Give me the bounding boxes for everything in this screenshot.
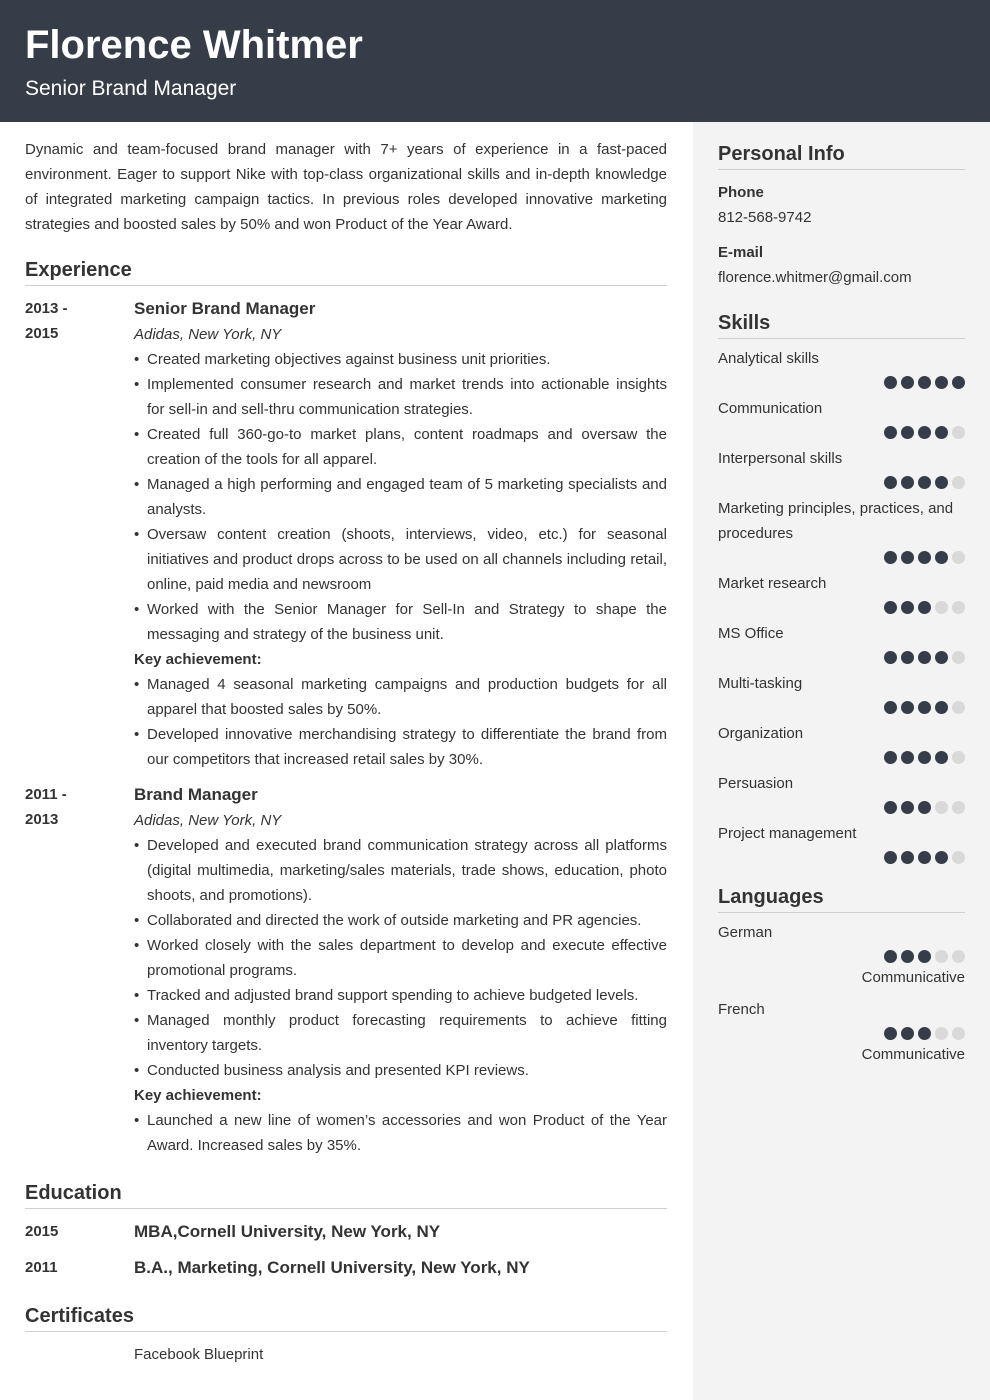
rating-dot-filled bbox=[952, 376, 965, 389]
rating-dots bbox=[718, 701, 965, 714]
job-title: Senior Brand Manager bbox=[134, 299, 316, 318]
skill-item bbox=[718, 621, 965, 664]
rating-dot-filled bbox=[918, 1027, 931, 1040]
rating-dot-filled bbox=[918, 851, 931, 864]
experience-dates bbox=[25, 296, 134, 772]
skill-item bbox=[718, 396, 965, 439]
skill-item bbox=[718, 671, 965, 714]
rating-dot-filled bbox=[935, 701, 948, 714]
email-value: florence.whitmer@gmail.com bbox=[718, 269, 912, 286]
language-level-label: Communicative bbox=[861, 969, 965, 986]
rating-dot-filled bbox=[884, 851, 897, 864]
achievement-list bbox=[134, 672, 667, 772]
skills-list bbox=[718, 346, 965, 864]
skill-name: Persuasion bbox=[718, 775, 794, 792]
experience-list bbox=[25, 296, 667, 1158]
education-degree: MBA,Cornell University, New York, NY bbox=[134, 1222, 441, 1241]
resume-header bbox=[0, 0, 990, 122]
experience-entry bbox=[25, 296, 667, 772]
languages-list bbox=[718, 920, 965, 1067]
language-item bbox=[718, 997, 965, 1067]
rating-dot-filled bbox=[935, 851, 948, 864]
rating-dots bbox=[718, 801, 965, 814]
rating-dot-filled bbox=[884, 376, 897, 389]
rating-dot-filled bbox=[935, 651, 948, 664]
experience-heading: Experience bbox=[25, 257, 667, 286]
sidebar bbox=[693, 122, 990, 1400]
main-column bbox=[25, 137, 667, 1367]
rating-dot-filled bbox=[884, 601, 897, 614]
rating-dot-empty bbox=[952, 851, 965, 864]
rating-dot-empty bbox=[952, 476, 965, 489]
skill-name: Marketing principles, practices, and procedures bbox=[718, 500, 954, 542]
skill-name: MS Office bbox=[718, 625, 784, 642]
rating-dot-filled bbox=[901, 701, 914, 714]
rating-dot-empty bbox=[952, 426, 965, 439]
rating-dot-filled bbox=[901, 851, 914, 864]
skills-heading: Skills bbox=[718, 310, 965, 339]
certificate-name: Facebook Blueprint bbox=[134, 1346, 264, 1363]
rating-dot-filled bbox=[884, 1027, 897, 1040]
rating-dot-filled bbox=[918, 476, 931, 489]
skill-item bbox=[718, 771, 965, 814]
rating-dots bbox=[718, 651, 965, 664]
rating-dot-filled bbox=[884, 476, 897, 489]
rating-dot-filled bbox=[884, 801, 897, 814]
date-end: 2015 bbox=[25, 325, 59, 342]
rating-dot-filled bbox=[901, 376, 914, 389]
skill-name: Project management bbox=[718, 825, 857, 842]
certificate-entry bbox=[25, 1342, 667, 1367]
rating-dot-filled bbox=[918, 651, 931, 664]
education-year: 2015 bbox=[25, 1223, 59, 1240]
responsibility-item: • Collaborated and directed the work of outside marketing and PR agencies. bbox=[134, 908, 667, 933]
experience-body bbox=[134, 296, 667, 772]
rating-dot-empty bbox=[952, 601, 965, 614]
rating-dot-filled bbox=[884, 751, 897, 764]
rating-dots bbox=[718, 601, 965, 614]
candidate-name: Florence Whitmer bbox=[25, 23, 363, 67]
responsibility-item: • Managed monthly product forecasting requirements to achieve fitting inventory targets. bbox=[134, 1008, 667, 1058]
certificates-list bbox=[25, 1342, 667, 1367]
education-year: 2011 bbox=[25, 1259, 58, 1276]
responsibility-item: • Conducted business analysis and presented KPI reviews. bbox=[134, 1058, 667, 1083]
rating-dot-empty bbox=[935, 950, 948, 963]
rating-dots bbox=[718, 851, 965, 864]
rating-dot-filled bbox=[918, 426, 931, 439]
rating-dot-filled bbox=[884, 651, 897, 664]
rating-dot-filled bbox=[901, 950, 914, 963]
skill-name: Communication bbox=[718, 400, 823, 417]
rating-dot-filled bbox=[884, 950, 897, 963]
rating-dot-empty bbox=[952, 950, 965, 963]
skill-item bbox=[718, 821, 965, 864]
education-heading: Education bbox=[25, 1180, 667, 1209]
responsibility-item: • Created full 360-go-to market plans, content roadmaps and oversaw the creation of the tools for all apparel. bbox=[134, 422, 667, 472]
rating-dot-filled bbox=[918, 751, 931, 764]
achievement-item: • Managed 4 seasonal marketing campaigns and production budgets for all apparel that boosted sales by 50%. bbox=[134, 672, 667, 722]
rating-dot-empty bbox=[952, 751, 965, 764]
rating-dot-filled bbox=[935, 551, 948, 564]
responsibility-item: • Worked with the Senior Manager for Sell-In and Strategy to shape the messaging and strategy of the business unit. bbox=[134, 597, 667, 647]
key-achievement-label: Key achievement: bbox=[134, 651, 262, 668]
responsibility-list bbox=[134, 347, 667, 647]
rating-dot-filled bbox=[901, 601, 914, 614]
language-name: French bbox=[718, 1001, 765, 1018]
responsibility-item: • Implemented consumer research and market trends into actionable insights for sell-in and sell-thru communication strategies. bbox=[134, 372, 667, 422]
rating-dot-filled bbox=[935, 476, 948, 489]
certificate-spacer bbox=[25, 1342, 134, 1367]
rating-dots bbox=[718, 476, 965, 489]
rating-dot-empty bbox=[952, 801, 965, 814]
certificates-heading: Certificates bbox=[25, 1303, 667, 1332]
rating-dot-empty bbox=[952, 1027, 965, 1040]
phone-value: 812-568-9742 bbox=[718, 209, 812, 226]
date-start: 2011 - bbox=[25, 786, 67, 803]
rating-dot-empty bbox=[952, 651, 965, 664]
experience-body bbox=[134, 782, 667, 1158]
rating-dot-empty bbox=[935, 601, 948, 614]
achievement-list bbox=[134, 1108, 667, 1158]
rating-dot-filled bbox=[901, 751, 914, 764]
skill-name: Analytical skills bbox=[718, 350, 819, 367]
rating-dots bbox=[718, 1027, 965, 1040]
education-entry bbox=[25, 1219, 667, 1245]
summary: Dynamic and team-focused brand manager with 7+ years of experience in a fast-paced environment. Eager to support Nike with top-class organizational skills and in-depth knowledge of integrated marketing campaign tactics. In previous roles developed innovative marketing strategies and boosted sales by 50% and won Product of the Year Award. bbox=[25, 141, 667, 233]
company-name: Adidas, New York, NY bbox=[134, 812, 282, 829]
date-end: 2013 bbox=[25, 811, 59, 828]
rating-dot-filled bbox=[918, 950, 931, 963]
languages-heading: Languages bbox=[718, 884, 965, 913]
rating-dots bbox=[718, 551, 965, 564]
rating-dots bbox=[718, 376, 965, 389]
rating-dot-filled bbox=[918, 551, 931, 564]
language-item bbox=[718, 920, 965, 990]
job-title: Brand Manager bbox=[134, 785, 258, 804]
skill-name: Market research bbox=[718, 575, 827, 592]
rating-dot-filled bbox=[901, 551, 914, 564]
rating-dot-empty bbox=[952, 551, 965, 564]
rating-dot-filled bbox=[901, 801, 914, 814]
rating-dot-filled bbox=[884, 426, 897, 439]
achievement-item: • Developed innovative merchandising strategy to differentiate the brand from our competitors that increased retail sales by 30%. bbox=[134, 722, 667, 772]
rating-dot-filled bbox=[918, 801, 931, 814]
skill-item bbox=[718, 446, 965, 489]
rating-dots bbox=[718, 426, 965, 439]
date-start: 2013 - bbox=[25, 300, 68, 317]
responsibility-item: • Managed a high performing and engaged team of 5 marketing specialists and analysts. bbox=[134, 472, 667, 522]
education-entry bbox=[25, 1255, 667, 1281]
rating-dot-filled bbox=[901, 476, 914, 489]
responsibility-item: • Developed and executed brand communication strategy across all platforms (digital multimedia, marketing/sales materials, trade shows, education, photo shoots, and promotions). bbox=[134, 833, 667, 908]
email-label: E-mail bbox=[718, 244, 764, 261]
rating-dot-filled bbox=[884, 551, 897, 564]
rating-dots bbox=[718, 751, 965, 764]
experience-entry bbox=[25, 782, 667, 1158]
experience-dates bbox=[25, 782, 134, 1158]
education-list bbox=[25, 1219, 667, 1281]
responsibility-list bbox=[134, 833, 667, 1083]
rating-dot-filled bbox=[935, 376, 948, 389]
rating-dot-filled bbox=[901, 426, 914, 439]
language-level-label: Communicative bbox=[861, 1046, 965, 1063]
skill-name: Multi-tasking bbox=[718, 675, 803, 692]
rating-dot-empty bbox=[952, 701, 965, 714]
company-name: Adidas, New York, NY bbox=[134, 326, 282, 343]
responsibility-item: • Created marketing objectives against business unit priorities. bbox=[134, 347, 667, 372]
rating-dot-filled bbox=[935, 426, 948, 439]
skill-name: Organization bbox=[718, 725, 804, 742]
responsibility-item: • Worked closely with the sales department to develop and execute effective promotional programs. bbox=[134, 933, 667, 983]
skill-item bbox=[718, 721, 965, 764]
rating-dot-filled bbox=[901, 651, 914, 664]
rating-dot-filled bbox=[918, 601, 931, 614]
rating-dot-empty bbox=[935, 801, 948, 814]
personal-info-heading: Personal Info bbox=[718, 141, 965, 170]
rating-dot-empty bbox=[935, 1027, 948, 1040]
phone-label: Phone bbox=[718, 184, 764, 201]
rating-dot-filled bbox=[901, 1027, 914, 1040]
achievement-item: • Launched a new line of women’s accessories and won Product of the Year Award. Increased sales by 35%. bbox=[134, 1108, 667, 1158]
key-achievement-label: Key achievement: bbox=[134, 1087, 262, 1104]
responsibility-item: • Oversaw content creation (shoots, interviews, video, etc.) for seasonal initiatives and product drops across to be used on all channels including retail, online, paid media and newsroom bbox=[134, 522, 667, 597]
candidate-role: Senior Brand Manager bbox=[25, 77, 237, 100]
skill-item bbox=[718, 571, 965, 614]
rating-dot-filled bbox=[884, 701, 897, 714]
rating-dot-filled bbox=[918, 376, 931, 389]
rating-dot-filled bbox=[918, 701, 931, 714]
education-degree: B.A., Marketing, Cornell University, New York, NY bbox=[134, 1258, 530, 1277]
skill-item bbox=[718, 496, 965, 564]
skill-item bbox=[718, 346, 965, 389]
rating-dot-filled bbox=[935, 751, 948, 764]
skill-name: Interpersonal skills bbox=[718, 450, 843, 467]
language-name: German bbox=[718, 924, 773, 941]
responsibility-item: • Tracked and adjusted brand support spending to achieve budgeted levels. bbox=[134, 983, 667, 1008]
rating-dots bbox=[718, 950, 965, 963]
